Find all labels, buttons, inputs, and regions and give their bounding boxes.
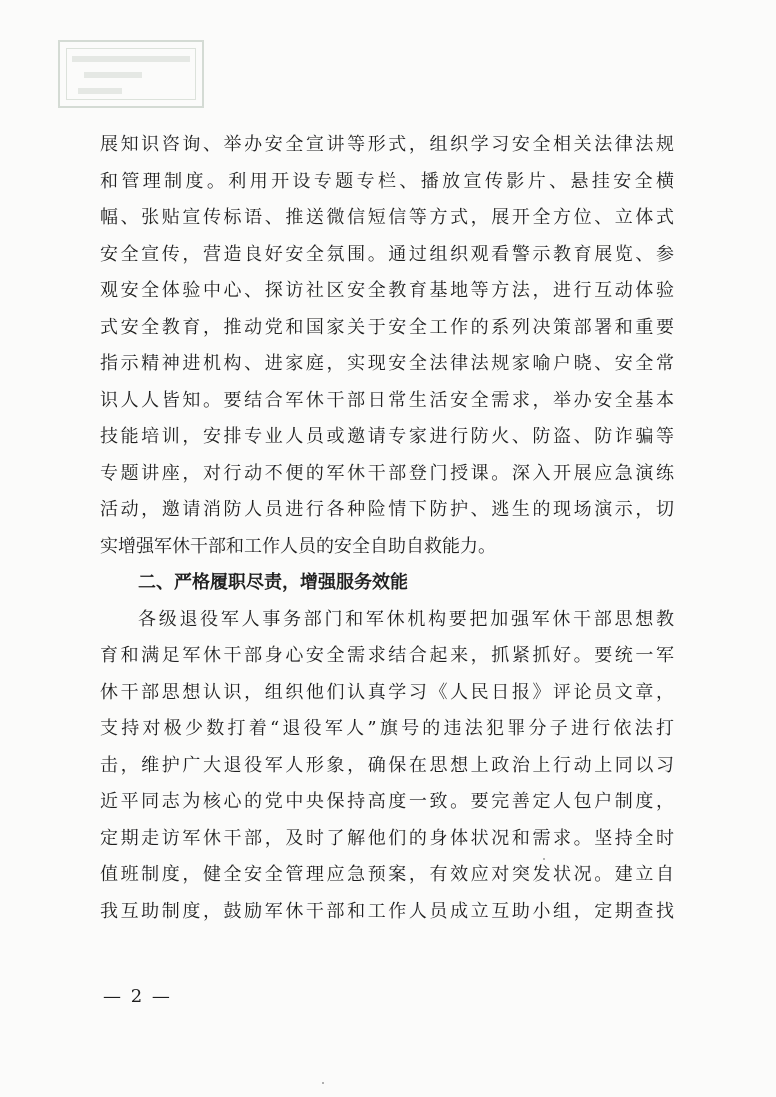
text-line: 幅、张贴宣传标语、推送微信短信等方式，展开全方位、立体式 [100,207,674,228]
text-line: 技能培训，安排专业人员或邀请专家进行防火、防盗、防诈骗等 [100,426,674,447]
document-body [100,127,674,930]
text-line: 实增强军休干部和工作人员的安全自助自救能力。 [100,535,496,557]
scan-speck [543,858,545,860]
text-line: 展知识咨询、举办安全宣讲等形式，组织学习安全相关法律法规 [100,134,674,155]
page-number: — 2 — [103,986,172,1007]
text-line: 各级退役军人事务部门和军休机构要把加强军休干部思想教 [138,608,674,630]
text-line: 指示精神进机构、进家庭，实现安全法律法规家喻户晓、安全常 [100,353,674,374]
paragraph-1 [100,127,674,565]
text-line: 我互助制度，鼓励军休干部和工作人员成立互助小组，定期查找 [100,900,674,922]
text-line: 近平同志为核心的党中央保持高度一致。要完善定人包户制度， [100,791,674,812]
stamp-mark [78,88,122,94]
paragraph-2 [100,602,674,931]
scan-speck [322,1082,324,1084]
text-line: 安全宣传，营造良好安全氛围。通过组织观看警示教育展览、参 [100,243,674,265]
stamp-mark [72,56,190,62]
text-line: 击，维护广大退役军人形象，确保在思想上政治上行动上同以习 [100,754,674,776]
faded-stamp [58,40,204,108]
text-line: 活动，邀请消防人员进行各种险情下防护、逃生的现场演示，切 [100,499,674,520]
text-line: 识人人皆知。要结合军休干部日常生活安全需求，举办安全基本 [100,389,674,411]
text-line: 休干部思想认识，组织他们认真学习《人民日报》评论员文章， [100,681,674,703]
text-line: 和管理制度。利用开设专题专栏、播放宣传影片、悬挂安全横 [100,170,674,192]
text-line: 值班制度，健全安全管理应急预案，有效应对突发状况。建立自 [100,864,674,885]
section-heading: 二、严格履职尽责，增强服务效能 [138,572,408,593]
text-line: 观安全体验中心、探访社区安全教育基地等方法，进行互动体验 [100,280,674,301]
text-line: 育和满足军休干部身心安全需求结合起来，抓紧抓好。要统一军 [100,645,674,666]
text-line: 支持对极少数打着“退役军人”旗号的违法犯罪分子进行依法打 [100,718,674,739]
text-line: 专题讲座，对行动不便的军休干部登门授课。深入开展应急演练 [100,462,674,484]
stamp-mark [84,72,142,78]
text-line: 式安全教育，推动党和国家关于安全工作的系列决策部署和重要 [100,316,674,338]
text-line: 定期走访军休干部，及时了解他们的身体状况和需求。坚持全时 [100,827,674,849]
